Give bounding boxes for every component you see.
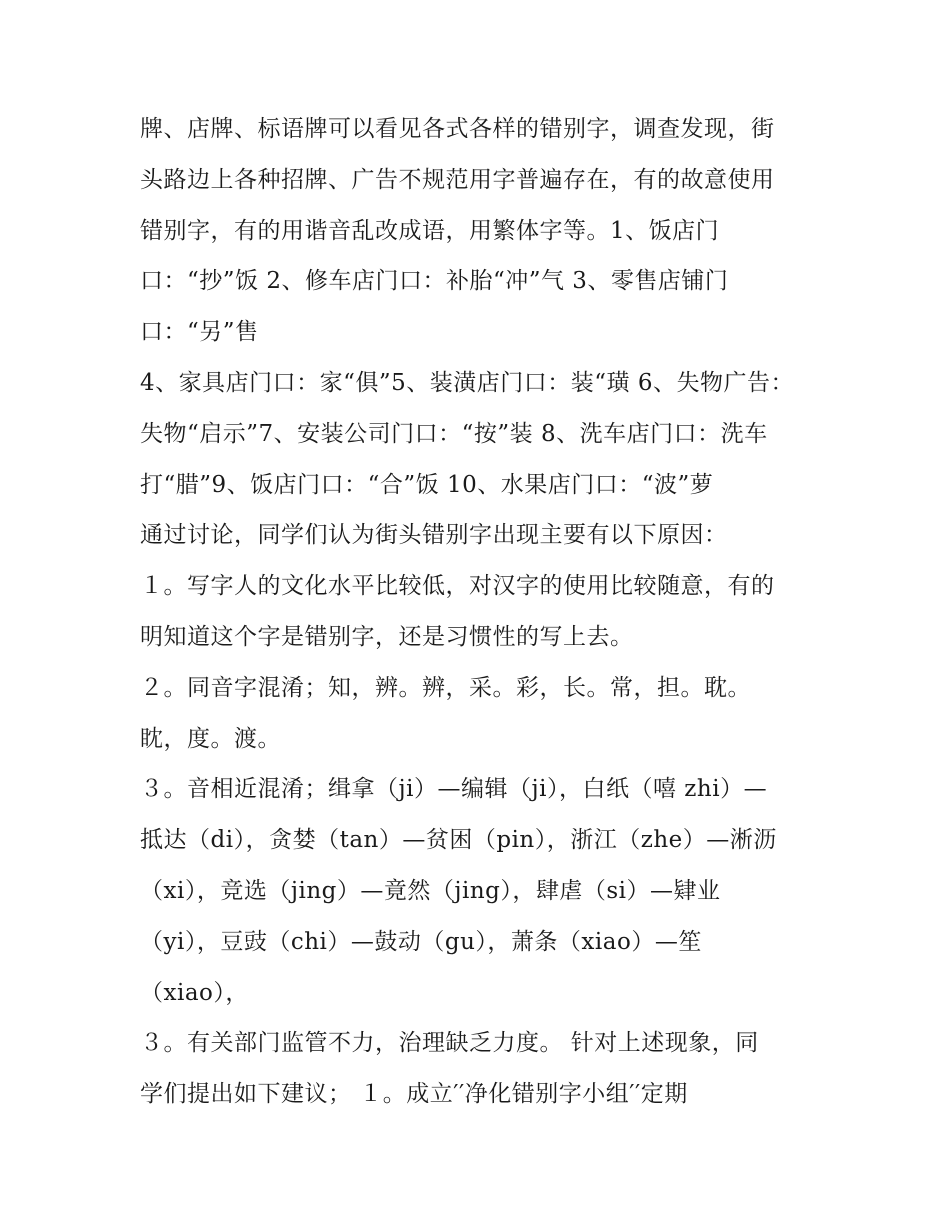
- list-item: １。写字人的文化水平比较低，对汉字的使用比较随意，有的: [140, 573, 775, 599]
- list-item: ３。音相近混淆；缉拿（ji）—编辑（ji），白纸（嘻 zhi）—: [140, 776, 768, 802]
- text-line: （yi），豆豉（chi）—鼓动（gu），萧条（xiao）—笙: [140, 929, 702, 955]
- text-line: 头路边上各种招牌、广告不规范用字普遍存在，有的故意使用: [140, 167, 775, 193]
- list-item: ３。有关部门监管不力，治理缺乏力度。 针对上述现象，同: [140, 1030, 759, 1056]
- text-line: 明知道这个字是错别字，还是习惯性的写上去。: [140, 624, 634, 650]
- text-line: 牌、店牌、标语牌可以看见各式各样的错别字，调查发现，街: [140, 116, 775, 142]
- text-line: 眈，度。渡。: [140, 726, 281, 752]
- text-line: 失物“启示”7、安装公司门口：“按”装 8、洗车店门口：洗车: [140, 421, 768, 447]
- text-line: 学们提出如下建议； １。成立′′净化错别字小组′′定期: [140, 1081, 688, 1107]
- text-line: 打“腊”9、饭店门口：“合”饭 10、水果店门口：“波”萝: [140, 472, 714, 498]
- text-line: 通过讨论，同学们认为街头错别字出现主要有以下原因：: [140, 522, 728, 548]
- text-line: 4、家具店门口：家“俱”5、装潢店门口：装“璜 6、失物广告：: [140, 370, 794, 396]
- text-line: 口：“另”售: [140, 319, 259, 345]
- list-item: ２。同音字混淆；知，辨。辨，采。彩，长。常，担。耽。: [140, 675, 751, 701]
- text-line: 口：“抄”饭 2、修车店门口：补胎“冲”气 3、零售店铺门: [140, 268, 729, 294]
- text-line: （xiao），: [140, 980, 249, 1006]
- text-line: 抵达（di），贪婪（tan）—贫困（pin），浙江（zhe）—淅沥: [140, 827, 777, 853]
- text-line: （xi），竞选（jing）—竟然（jing），肆虐（si）—肄业: [140, 878, 721, 904]
- text-line: 错别字，有的用谐音乱改成语，用繁体字等。1、饭店门: [140, 218, 720, 244]
